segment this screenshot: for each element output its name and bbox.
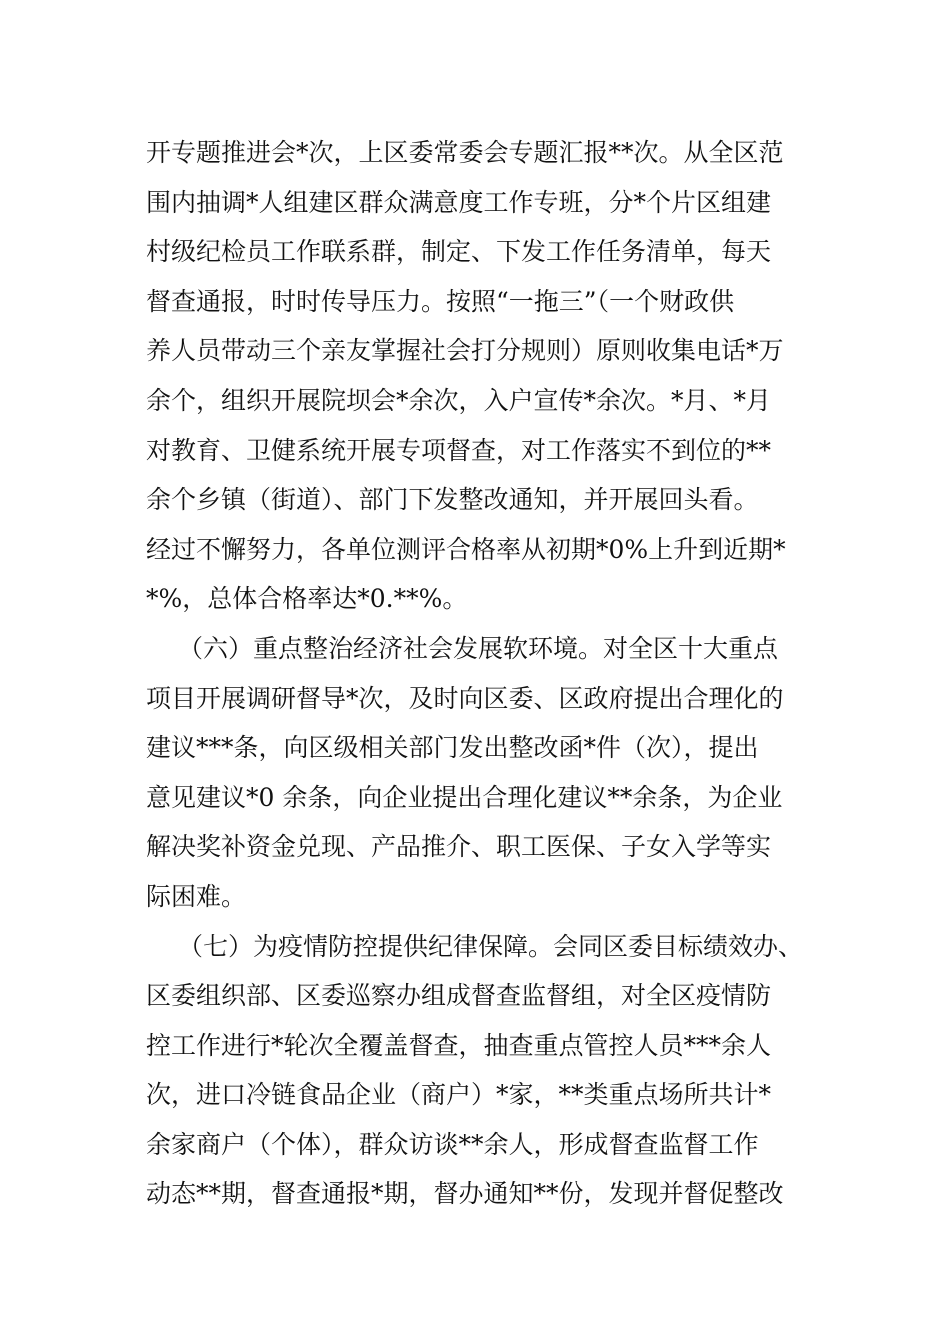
text-line: 开专题推进会*次，上区委常委会专题汇报**次。从全区范 bbox=[146, 138, 784, 167]
text-line: 动态**期，督查通报*期，督办通知**份，发现并督促整改 bbox=[146, 1179, 784, 1209]
text-line: 控工作进行*轮次全覆盖督查，抽查重点管控人员***余人 bbox=[146, 1030, 772, 1060]
text-line: 际困难。 bbox=[146, 881, 247, 911]
text-line: 项目开展调研督导*次，及时向区委、区政府提出合理化的 bbox=[146, 683, 784, 713]
text-line: 余家商户（个体），群众访谈**余人，形成督查监督工作 bbox=[146, 1129, 759, 1159]
text-line: 养人员带动三个亲友掌握社会打分规则）原则收集电话*万 bbox=[146, 336, 784, 366]
text-line: 督查通报，时时传导压力。按照“一拖三”（一个财政供 bbox=[146, 286, 735, 316]
text-line: 建议***条，向区级相关部门发出整改函*件（次），提出 bbox=[146, 733, 759, 763]
text-line: 围内抽调*人组建区群众满意度工作专班，分*个片区组建 bbox=[146, 187, 772, 217]
text-line: 意见建议*0 余条，向企业提出合理化建议**余条，为企业 bbox=[146, 782, 783, 812]
text-line: 解决奖补资金兑现、产品推介、职工医保、子女入学等实 bbox=[146, 832, 772, 862]
text-line: 经过不懈努力，各单位测评合格率从初期*0%上升到近期* bbox=[146, 534, 786, 564]
section-heading-line: （六）重点整治经济社会发展软环境。对全区十大重点 bbox=[178, 633, 779, 663]
text-line: 余个乡镇（街道）、部门下发整改通知，并开展回头看。 bbox=[146, 485, 759, 515]
text-line: 次，进口冷链食品企业（商户）*家，**类重点场所共计* bbox=[146, 1080, 772, 1110]
document-body bbox=[146, 128, 818, 1219]
text-line: 对教育、卫健系统开展专项督查，对工作落实不到位的** bbox=[146, 435, 772, 465]
text-line: *%，总体合格率达*0.**%。 bbox=[146, 584, 468, 614]
text-line: 余个，组织开展院坝会*余次，入户宣传*余次。*月、*月 bbox=[146, 385, 772, 415]
text-line: 村级纪检员工作联系群，制定、下发工作任务清单，每天 bbox=[146, 237, 772, 267]
section-heading-line: （七）为疫情防控提供纪律保障。会同区委目标绩效办、 bbox=[178, 931, 804, 961]
text-line: 区委组织部、区委巡察办组成督查监督组，对全区疫情防 bbox=[146, 981, 772, 1011]
